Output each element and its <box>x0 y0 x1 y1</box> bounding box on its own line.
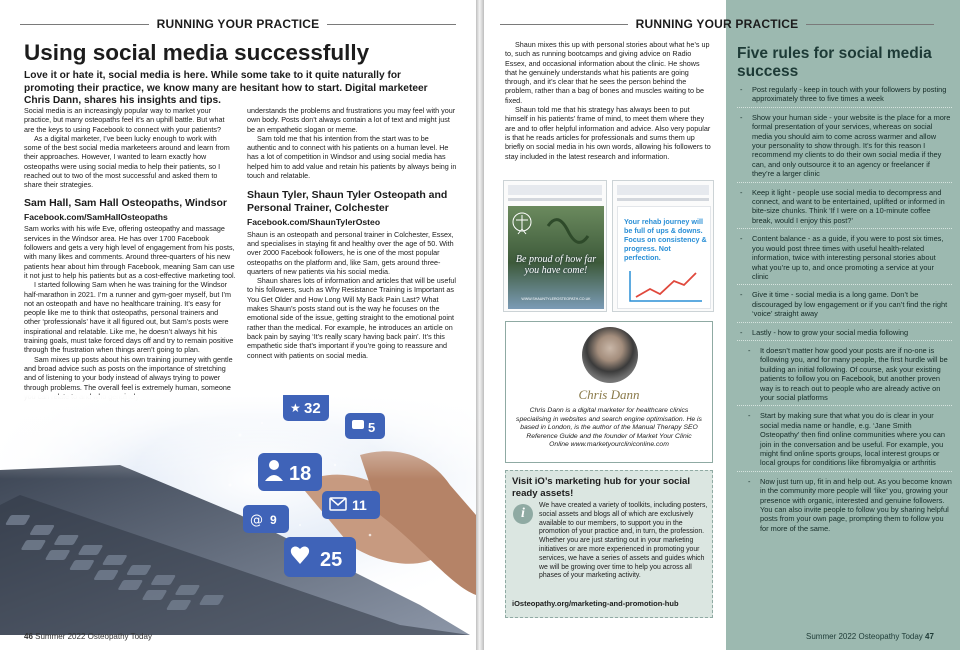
info-icon: i <box>513 504 533 524</box>
facebook-handle: Facebook.com/ShaunTylerOsteo <box>247 217 381 228</box>
paragraph: Shaun told me that his strategy has always been to put himself in his patients’ frame of mind, to meet them where they are and to offer helpful information and advice. Also very popular is that he reads articles for professionals and sums them up briefly on social media in his own words, allowing his followers to stay included in the latest research and information. <box>505 105 711 161</box>
page-footer <box>24 632 152 641</box>
footer-text: Summer 2022 Osteopathy Today <box>806 632 923 641</box>
section-label: RUNNING YOUR PRACTICE <box>156 17 320 31</box>
post-quote: Your rehab journey will be full of ups & downs. Focus on consistency & progress. Not perfection. <box>624 217 707 262</box>
rule-subitem: - Start by making sure that what you do is clear in your social media name or handle, e.g. ‘Jane Smith Osteopathy’ then find online communities where you can join in the conversation and be useful. For example, you might find online sports groups, local interest groups or local groups for conditions like fibromyalgia or arthritis <box>737 405 952 467</box>
left-page <box>0 0 476 650</box>
rule-item: - Lastly - how to grow your social media following <box>737 322 952 337</box>
paragraph: I started following Sam when he was training for the Windsor half-marathon in 2021. I’m a runner and gym-goer myself, but I’m not an osteopath and have no healthcare training. It’s easy for people like me to think that osteopaths, personal trainers and other ‘professionals’ have it all figured out, but Sam’s posts were inspirational and relatable. Like me, he doesn’t always hit his training goals, must take forced days off and try to remain positive through the frustration when things aren’t going to plan. <box>24 280 234 355</box>
standfirst: Love it or hate it, social media is here. While some take to it quite naturally for promoting their practice, we know many are hesitant how to start. Digital marketeer Chris Dann, shares his insights and tips. <box>24 70 428 106</box>
post-website: WWW.SHAUNTYLEROSTEOPATH.CO.UK <box>521 297 591 301</box>
section-header <box>20 17 456 31</box>
hearts-count: 25 <box>320 549 343 571</box>
rule-item: - Show your human side - your website is the place for a more formal presentation of your services, whereas on social media you should aim to come across warmer and allow your personality to show through. It’s for this reason I recommend my clients to do their own social media if they can, and only outsource it to an agency or freelancer if they’re a larger clinic <box>737 107 952 179</box>
facebook-post-screenshot <box>612 180 714 312</box>
rule-item: - Give it time - social media is a long game. Don’t be discouraged by low engagement or if you can’t find the right ‘voice’ straight away <box>737 284 952 318</box>
paragraph: Shaun shares lots of information and articles that will be useful to his followers, such as Why Resistance Training is Important as You Get Older and How Long Will My Back Pain Last? What makes Shaun’s posts stand out is the way he focuses on the emotional side of the issue, getting straight to the emotional point rather than the medical. For example, he introduces an article on back pain by saying ‘It’s really scary having back pain’. It’s this empathetic side that’s important if you’re going to reassure and connect with patients on social media. <box>247 276 456 360</box>
author-name: Chris Dann <box>578 387 640 402</box>
author-bio-box <box>505 321 713 463</box>
messages-count: 11 <box>352 497 367 513</box>
paragraph: Sam works with his wife Eve, offering osteopathy and massage services in the Windsor area. He has over 1700 Facebook followers and gets a very high level of engagement from his posts, with many likes and comments. Around three-quarters of his new patients hear about him through Facebook, meaning Sam can use it not just to help his patients but as a cost-effective marketing tool. <box>24 224 236 280</box>
paragraph: Sam told me that his intention from the start was to be authentic and to connect with his patients on a human level. He has a lot of competition in Windsor and using social media has helped him to add value and retain his patients by always being in touch and relatable. <box>247 133 457 181</box>
rules-list <box>737 85 952 536</box>
post-quote: Be proud of how far you have come! <box>515 254 597 276</box>
mentions-count: 9 <box>270 513 277 527</box>
laptop-social-media-illustration <box>0 395 476 635</box>
footer-text: Summer 2022 Osteopathy Today <box>35 632 152 641</box>
paragraph: Shaun is an osteopath and personal trainer in Colchester, Essex, and specialises in staying fit and healthy over the age of 50. With over 2000 Facebook followers, he is one of the most popular osteopaths on the platform and, like Sam, gets around three-quarters of new patients via his social media. <box>247 229 454 276</box>
left-column-2 <box>247 106 459 360</box>
paragraph: Social media is an increasingly popular way to market your practice, but many osteopaths feel it’s an uphill battle. But what are the keys to using Facebook to connect with your patients? <box>24 106 225 134</box>
rule-item: - Keep it light - people use social media to decompress and connect, and want to be entertained, uplifted or informed in bite-size chunks. Think ‘If I were on a 10-minute coffee break, would I enjoy this post?’ <box>737 182 952 226</box>
messages-notification <box>322 491 380 519</box>
post-image <box>617 206 711 309</box>
author-bio-text: Chris Dann is a digital marketer for healthcare clinics specialising in websites and search engine optimisation. He is based in London, is the author of the Manual Therapy SEO Reference Guide and the founder of Market Your Clinic Online www.marketyourcliniconline.com <box>516 407 702 449</box>
rule-item: - Content balance - as a guide, if you were to post six times, you would post three times with useful health-related information, twice with interesting personal stories about what you’re up to, and once promoting a service at your clinic <box>737 228 952 281</box>
page-gutter <box>476 0 484 650</box>
svg-text:★: ★ <box>290 401 301 415</box>
facebook-post-screenshot <box>503 180 607 312</box>
article-title: Using social media successfully <box>24 40 370 65</box>
facebook-handle: Facebook.com/SamHallOsteopaths <box>24 212 168 223</box>
rule-item: - Post regularly - keep in touch with your followers by posting approximately three to five times a week <box>737 85 952 104</box>
followers-count: 18 <box>289 463 312 485</box>
paragraph: Sam mixes up posts about his own training journey with gentle and broad advice such as posts on the importance of stretching and of listening to your body instead of always trying to power through problems. The overall feel is extremely human, someone <box>24 354 233 392</box>
author-photo <box>582 327 638 383</box>
sidebar-title: Five rules for social media success <box>737 45 932 80</box>
notification-icons <box>0 395 476 635</box>
page-footer <box>806 632 934 641</box>
section-header <box>500 17 934 31</box>
left-column-1 <box>24 106 236 401</box>
hub-title: Visit iO’s marketing hub for your social ready assets! <box>512 476 691 499</box>
comment-count: 5 <box>368 420 376 435</box>
rule-subitem: - Now just turn up, fit in and help out. As you become known in the community more people will ‘like’ you, growing your presence with organic, interested and genuine followers. You can also invite people to follow you by sharing helpful posts from your own page, prompting them to follow you for more of the same. <box>737 471 952 533</box>
like-count: 32 <box>304 400 321 417</box>
page-number: 47 <box>925 632 934 641</box>
marketing-hub-box <box>505 470 713 618</box>
section-label: RUNNING YOUR PRACTICE <box>635 17 799 31</box>
paragraph: understands the problems and frustrations you may feel with your own body. Posts don’t always contain a lot of text and might just be an empathetic slogan or meme. <box>247 106 456 134</box>
subheading: Shaun Tyler, Shaun Tyler Osteopath and Personal Trainer, Colchester <box>247 189 448 214</box>
mention-notification <box>243 505 289 533</box>
hub-link[interactable]: iOsteopathy.org/marketing-and-promotion-hub <box>512 599 679 608</box>
like-notification <box>283 395 329 421</box>
paragraph: As a digital marketer, I’ve been lucky enough to work with some of the best social media marketeers around and learn from their approaches. However, I wanted to learn exactly how osteopaths were using social media to help their patients, so I reached out to two of the most successful and asked them to share their strategies. <box>24 133 230 190</box>
page-number: 46 <box>24 632 33 641</box>
subheading: Sam Hall, Sam Hall Osteopaths, Windsor <box>24 196 227 209</box>
hearts-notification <box>284 537 356 577</box>
post-image <box>508 206 604 309</box>
right-column-1 <box>505 40 713 161</box>
svg-text:@: @ <box>250 513 263 528</box>
comment-notification <box>345 413 385 439</box>
rehab-line-graph-icon <box>618 267 712 307</box>
followers-notification <box>258 453 322 491</box>
hub-text: We have created a variety of toolkits, including posters, social assets and blogs all of which are exclusively available to our members, to support you in the promotion of your practice and, in turn, the profession. Whether you are just starting out in your marketing initiatives or are more experienced in promoting your services, we have a series of assets and guides which we will be growing over time to help you across all phases of your marketing activity. <box>539 502 708 580</box>
paragraph: Shaun mixes this up with personal stories about what he’s up to, such as running bootcamps and giving advice on Radio Essex, and occasional information about the clinic. He shows that he genuinely understands what his patients are going through, and it’s clear that he sees the person behind the problem, rather than a bag of bones and muscles waiting to be fixed. <box>505 40 710 105</box>
rule-subitem: - It doesn’t matter how good your posts are if no-one is following you, and for many people, the first hurdle will be building an initial following. Of course, ask your existing patients to follow you on Facebook, but another proven way is to reach out to people who are already active on your social platforms <box>737 340 952 402</box>
